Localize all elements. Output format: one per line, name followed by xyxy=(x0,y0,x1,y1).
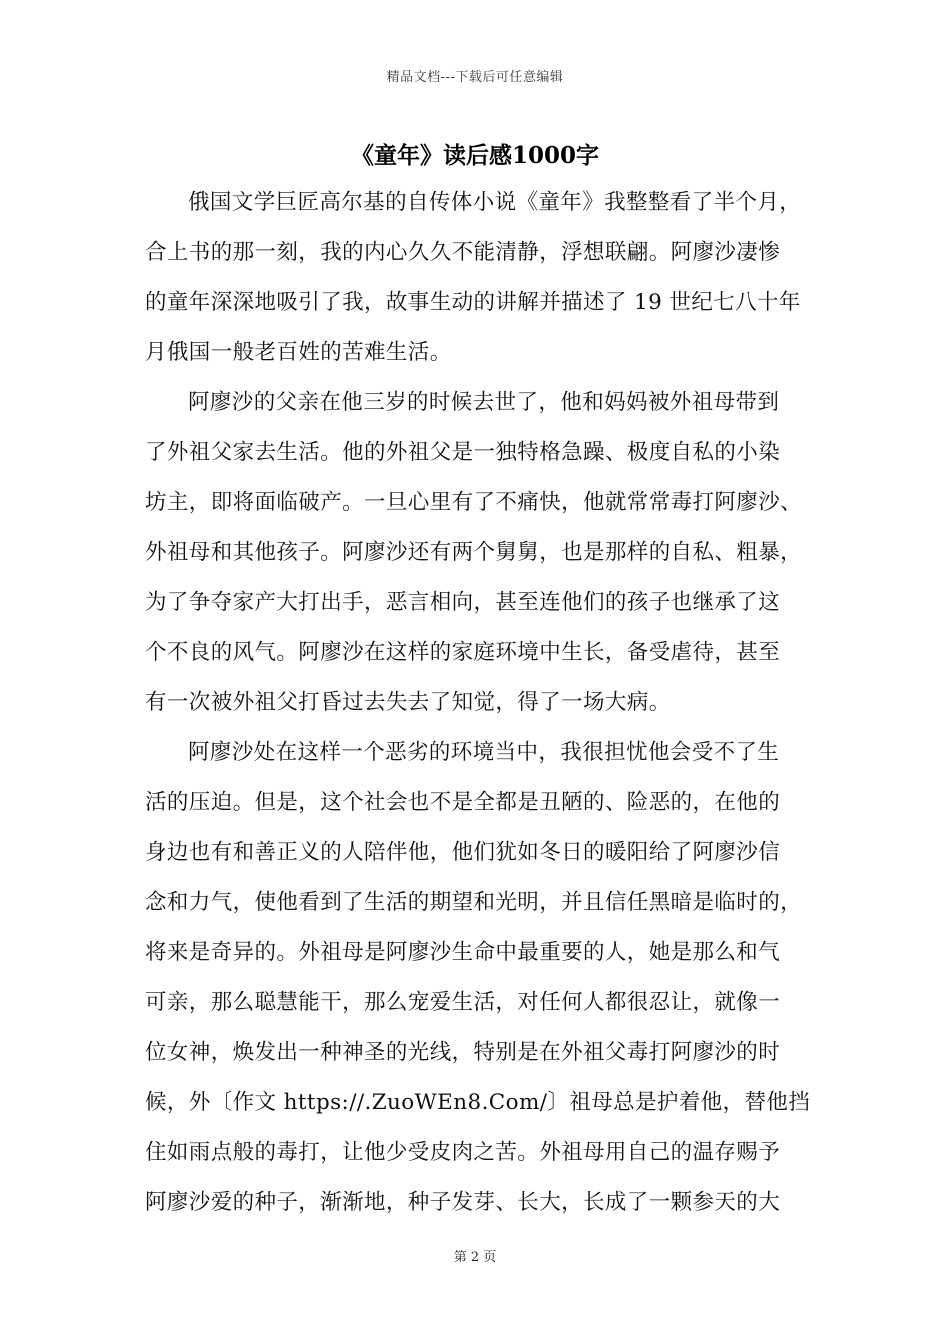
document-title: 《童年》读后感1000字 xyxy=(350,142,599,169)
paragraph-1: 俄国文学巨匠高尔基的自传体小说《童年》我整整看了半个月， 合上书的那一刻，我的内心久久不能清静，浮想联翩。阿廖沙凄惨 的童年深深地吸引了我，故事生动的讲解并描述了 19 世纪七八十年 月俄国一般老百姓的苦难生活。 xyxy=(145,190,802,365)
document-body xyxy=(145,178,821,1228)
page-header: 精品文档---下载后可任意编辑 xyxy=(386,70,564,85)
paragraph-3: 阿廖沙处在这样一个恶劣的环境当中，我很担忧他会受不了生 活的压迫。但是，这个社会也不是全都是丑陋的、险恶的，在他的 身边也有和善正义的人陪伴他，他们犹如冬日的暖阳给了阿廖沙信 念和力气，使他看到了生活的期望和光明，并且信任黑暗是临时的， 将来是奇异的。外祖母是阿廖沙生命中最重要的人，她是那么和气 可亲，那么聪慧能干，那么宠爱生活，对任何人都很忍让，就像一 位女神，焕发出一种神圣的光线，特别是在外祖父毒打阿廖沙的时 候，外〔作文 https://.ZuoWEn8.Com/〕祖母总是护着他，替他挡 住如雨点般的毒打，让他少受皮肉之苦。外祖母用自己的温存赐予 阿廖沙爱的种子，渐渐地，种子发芽、长大，长成了一颗参天的大 xyxy=(145,740,811,1215)
paragraph-2: 阿廖沙的父亲在他三岁的时候去世了，他和妈妈被外祖母带到 了外祖父家去生活。他的外祖父是一独特格急躁、极度自私的小染 坊主，即将面临破产。一旦心里有了不痛快，他就常常毒打阿廖沙、 外祖母和其他孩子。阿廖沙还有两个舅舅，也是那样的自私、粗暴， 为了争夺家产大打出手，恶言相向，甚至连他们的孩子也继承了这 个不良的风气。阿廖沙在这样的家庭环境中生长，备受虐待，甚至 有一次被外祖父打昏过去失去了知觉，得了一场大病。 xyxy=(145,390,803,715)
page-number: 第 2 页 xyxy=(453,1250,497,1265)
